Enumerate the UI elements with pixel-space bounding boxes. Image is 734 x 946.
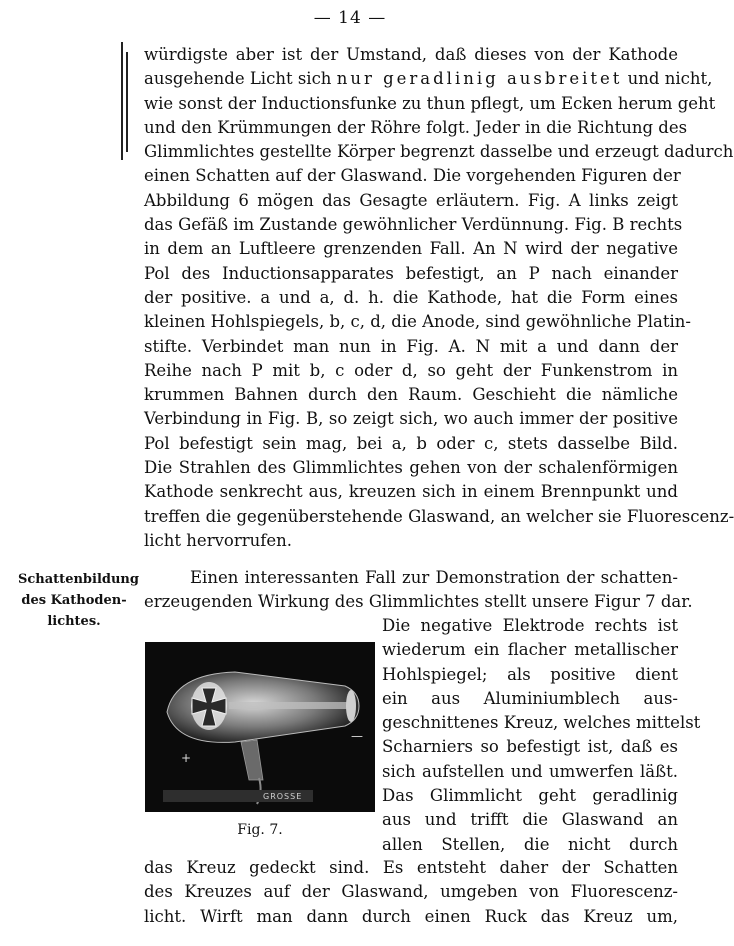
text-line: Das Glimmlicht geht geradlinig — [382, 786, 678, 806]
text-line: ein aus Aluminiumblech aus- — [382, 688, 678, 708]
text-line: Einen interessanten Fall zur Demonstration der schatten- — [190, 568, 678, 587]
text-line: Hohlspiegel; als positive dient — [382, 664, 678, 684]
text-line: der positive. a und a, d. h. die Kathode, hat die Form eines — [144, 287, 678, 307]
text-line: erzeugenden Wirkung des Glimmlichtes stellt unsere Figur 7 dar. — [144, 592, 693, 612]
text-line: sich aufstellen und umwerfen läßt. — [382, 761, 678, 781]
text-line: Abbildung 6 mögen das Gesagte erläutern. Fig. A links zeigt — [144, 190, 678, 210]
paragraph-1 — [144, 43, 734, 553]
text-line: Pol befestigt sein mag, bei a, b oder c, stets dasselbe Bild. — [144, 433, 678, 453]
text-line: stifte. Verbindet man nun in Fig. A. N mit a und dann der — [144, 336, 678, 356]
side-note-line: des Kathoden- — [21, 593, 127, 608]
text-line: Pol des Inductionsapparates befestigt, an P nach einander — [144, 263, 678, 283]
text-line: Scharniers so befestigt ist, daß es — [382, 737, 678, 757]
text-line: Die negative Elektrode rechts ist — [382, 616, 678, 635]
text-line: Verbindung in Fig. B, so zeigt sich, wo auch immer der positive — [144, 409, 678, 429]
text-line: Reihe nach P mit b, c oder d, so geht der Funkenstrom in — [144, 360, 678, 380]
text-line: wiederum ein flacher metallischer — [382, 640, 678, 660]
side-note — [18, 569, 139, 632]
text-line: des Kreuzes auf der Glaswand, umgeben von Fluorescenz- — [144, 882, 678, 902]
text-line: wie sonst der Inductionsfunke zu thun pflegt, um Ecken herum geht — [144, 93, 716, 113]
text-line: würdigste aber ist der Umstand, daß dieses von der Kathode — [144, 45, 678, 64]
text-line: geschnittenes Kreuz, welches mittelst — [382, 713, 701, 733]
crookes-tube-illustration — [145, 642, 375, 812]
margin-marks — [119, 42, 131, 162]
figure-caption: Fig. 7. — [237, 822, 283, 838]
text-line: kleinen Hohlspiegels, b, c, d, die Anode, sind gewöhnliche Platin- — [144, 312, 691, 332]
text-line: das Kreuz gedeckt sind. Es entsteht daher der Schatten — [144, 858, 678, 877]
text-line: Glimmlichtes gestellte Körper begrenzt dasselbe und erzeugt dadurch — [144, 142, 734, 162]
text-line: in dem an Luftleere grenzenden Fall. An N wird der negative — [144, 239, 678, 259]
figure-7-photo — [145, 642, 375, 812]
text-line: licht. Wirft man dann durch einen Ruck das Kreuz um, — [144, 906, 678, 926]
text-line: und den Krümmungen der Röhre folgt. Jeder in die Richtung des — [144, 117, 688, 137]
text-line: das Gefäß im Zustande gewöhnlicher Verdünnung. Fig. B rechts — [144, 215, 683, 235]
paragraph-2-tail — [144, 856, 678, 929]
text-line: Kathode senkrecht aus, kreuzen sich in einem Brennpunkt und — [144, 482, 678, 502]
text-line: einen Schatten auf der Glaswand. Die vorgehenden Figuren der — [144, 166, 681, 186]
tube-sign-right: — — [351, 729, 363, 743]
side-note-line: Schattenbildung — [18, 572, 139, 587]
plate-text: GROSSE — [263, 792, 303, 801]
text-line: aus und trifft die Glaswand an — [382, 810, 678, 830]
page-number: — 14 — — [313, 8, 387, 28]
paragraph-2-intro — [144, 566, 693, 615]
text-line: treffen die gegenüberstehende Glaswand, an welcher sie Fluorescenz- — [144, 506, 734, 526]
text-line: krummen Bahnen durch den Raum. Geschieht die nämliche — [144, 385, 678, 405]
text-line: allen Stellen, die nicht durch — [382, 834, 678, 854]
text-line: licht hervorrufen. — [144, 530, 292, 550]
tube-sign-left: + — [181, 751, 192, 765]
side-note-line: lichtes. — [47, 614, 101, 629]
paragraph-2-wrapped — [382, 614, 701, 857]
text-line: ausgehende Licht sich nur geradlinig ausbreitet und nicht, — [144, 69, 713, 89]
text-line: Die Strahlen des Glimmlichtes gehen von der schalenförmigen — [144, 458, 678, 478]
